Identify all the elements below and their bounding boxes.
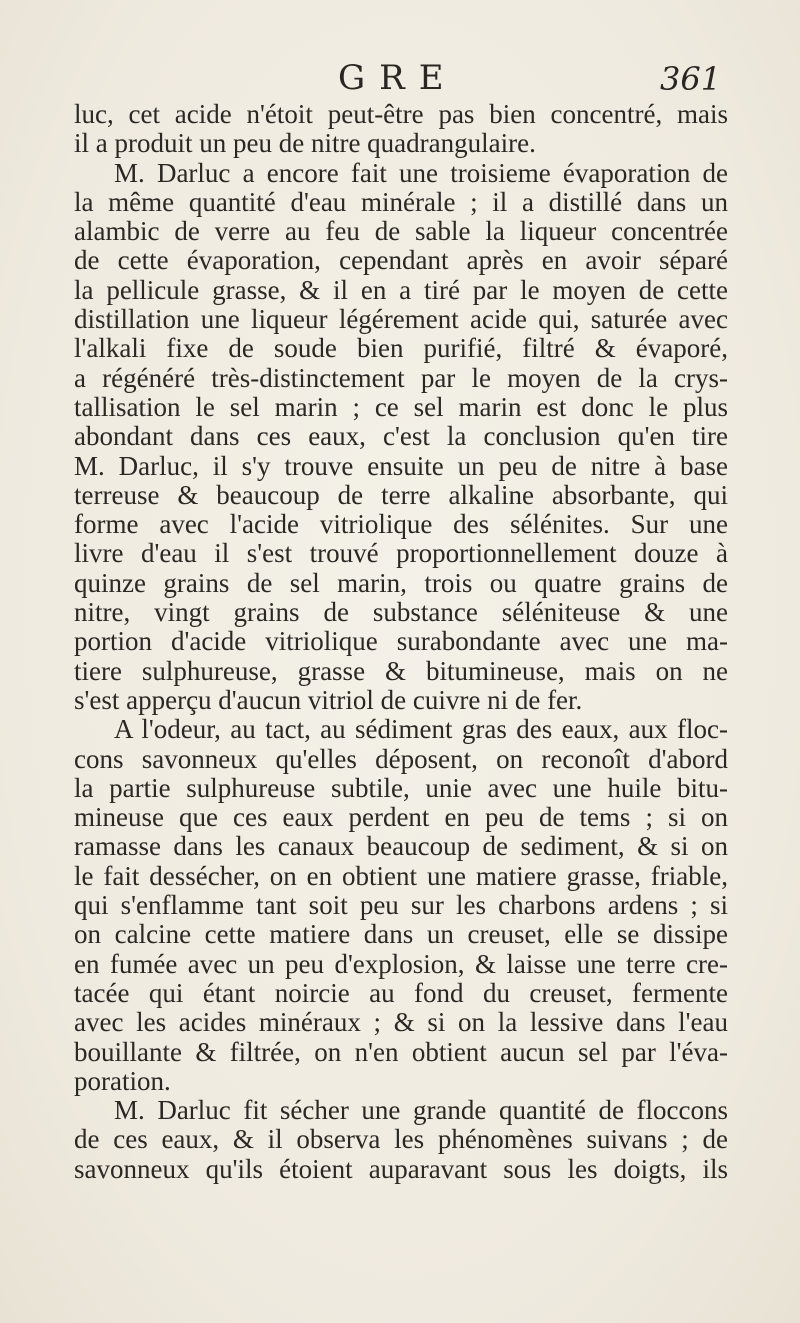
running-head (0, 58, 800, 102)
page-number: 361 (660, 60, 722, 98)
text-line: savonneux qu'ils étoient auparavant sous les doigts, ils (74, 1154, 728, 1184)
text-line: ramasse dans les canaux beaucoup de sediment, & si on (74, 832, 728, 862)
text-line: luc, cet acide n'étoit peut-être pas bien concentré, mais (74, 100, 728, 129)
text-line: quinze grains de sel marin, trois ou quatre grains de (74, 568, 728, 598)
text-line: la même quantité d'eau minérale ; il a distillé dans un (74, 187, 728, 217)
text-line: bouillante & filtrée, on n'en obtient aucun sel par l'éva- (74, 1037, 728, 1067)
text-line: livre d'eau il s'est trouvé proportionnellement douze à (74, 539, 728, 569)
text-line: terreuse & beaucoup de terre alkaline absorbante, qui (74, 480, 728, 510)
text-line: le fait dessécher, on en obtient une matiere grasse, friable, (74, 861, 728, 891)
paragraph-start-line: M. Darluc fit sécher une grande quantité de floccons (114, 1096, 728, 1126)
text-line: distillation une liqueur légérement acide qui, saturée avec (74, 305, 728, 335)
text-line: poration. (74, 1066, 171, 1096)
text-line: mineuse que ces eaux perdent en peu de tems ; si on (74, 803, 728, 833)
text-line: s'est apperçu d'aucun vitriol de cuivre ni de fer. (74, 685, 583, 715)
text-line: la partie sulphureuse subtile, unie avec une huile bitu- (74, 773, 728, 803)
text-line: on calcine cette matiere dans un creuset, elle se dissipe (74, 920, 728, 950)
text-line: abondant dans ces eaux, c'est la conclusion qu'en tire (74, 422, 728, 452)
text-line: avec les acides minéraux ; & si on la lessive dans l'eau (74, 1008, 728, 1038)
text-line: forme avec l'acide vitriolique des sélénites. Sur une (74, 510, 728, 540)
text-line: de cette évaporation, cependant après en avoir séparé (74, 246, 728, 276)
text-line: a régénéré très-distinctement par le moyen de la crys- (74, 363, 728, 393)
text-line: nitre, vingt grains de substance séléniteuse & une (74, 598, 728, 628)
running-head-title: GRE (338, 58, 458, 98)
paragraph-start-line: M. Darluc a encore fait une troisieme évaporation de (114, 158, 728, 188)
text-line: de ces eaux, & il observa les phénomènes suivans ; de (74, 1125, 728, 1155)
text-line: alambic de verre au feu de sable la liqueur concentrée (74, 217, 728, 247)
text-line: portion d'acide vitriolique surabondante avec une ma- (74, 627, 728, 657)
paragraph-start-line: A l'odeur, au tact, au sédiment gras des eaux, aux floc- (114, 715, 728, 745)
text-line: M. Darluc, il s'y trouve ensuite un peu de nitre à base (74, 451, 728, 481)
text-line: il a produit un peu de nitre quadrangulaire. (74, 129, 536, 159)
text-line: l'alkali fixe de soude bien purifié, filtré & évaporé, (74, 334, 728, 364)
body-text (74, 100, 728, 1184)
text-line: tiere sulphureuse, grasse & bitumineuse, mais on ne (74, 656, 728, 686)
text-line: tacée qui étant noircie au fond du creuset, fermente (74, 978, 728, 1008)
text-line: en fumée avec un peu d'explosion, & laisse une terre cre- (74, 949, 728, 979)
text-line: la pellicule grasse, & il en a tiré par le moyen de cette (74, 275, 728, 305)
text-line: tallisation le sel marin ; ce sel marin est donc le plus (74, 392, 728, 422)
text-line: cons savonneux qu'elles déposent, on reconoît d'abord (74, 744, 728, 774)
text-line: qui s'enflamme tant soit peu sur les charbons ardens ; si (74, 891, 728, 921)
